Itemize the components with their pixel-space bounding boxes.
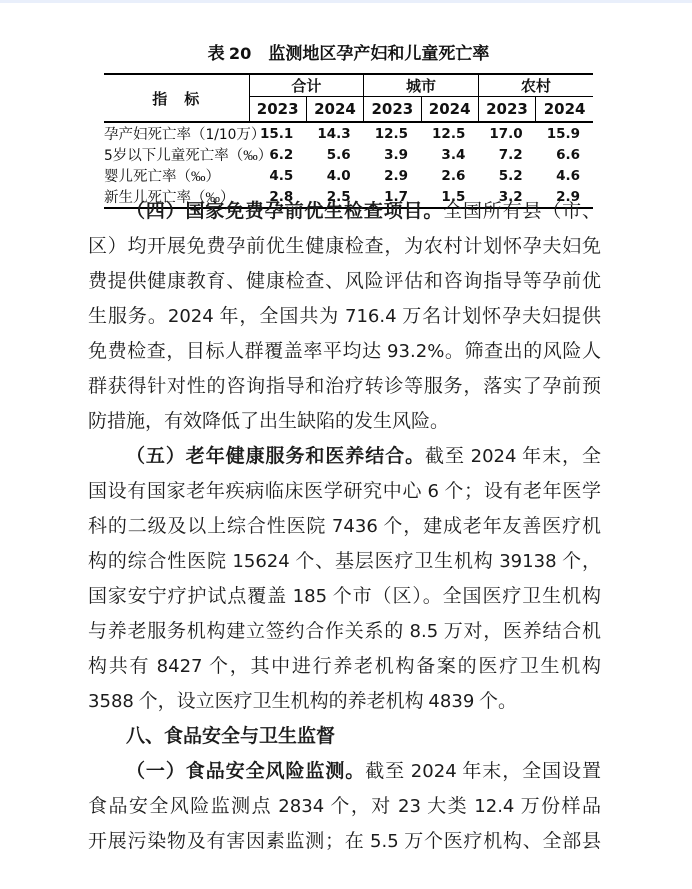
value-cell: 2.6 [441, 167, 466, 184]
year-header: 2024 [536, 97, 593, 123]
group-header-total: 合计 [249, 74, 364, 97]
text-line [88, 194, 601, 229]
text-segment: 全国所有县（市、 [443, 201, 601, 222]
value-cell: 3.9 [384, 146, 408, 163]
body-text [88, 194, 601, 859]
text-line: 国家安宁疗护试点覆盖 185 个市（区）。全国医疗卫生机构 [88, 586, 601, 607]
page-top-edge [0, 0, 692, 3]
value-cell: 12.5 [432, 125, 466, 142]
value-cell: 15.1 [260, 125, 294, 142]
indicator-cell: 孕产妇死亡率（1/10万） [104, 127, 266, 143]
value-cell: 2.9 [556, 188, 581, 205]
table-row [104, 144, 593, 165]
value-cell: 2.9 [384, 167, 408, 184]
value-cell: 7.2 [498, 146, 523, 163]
text-line: 科的二级及以上综合性医院 7436 个，建成老年友善医疗机 [88, 516, 601, 537]
indicator-header-cell: 指 标 [104, 74, 249, 122]
value-cell: 17.0 [489, 125, 523, 142]
paragraph-lead: （一）食品安全风险监测。 [126, 761, 366, 782]
text-line: 生服务。2024 年，全国共为 716.4 万名计划怀孕夫妇提供 [88, 306, 601, 327]
text-line: 3588 个，设立医疗卫生机构的养老机构 4839 个。 [88, 691, 518, 712]
value-cell: 4.0 [326, 167, 351, 184]
text-segment: 截至 2024 年末，全国设置 [365, 761, 601, 782]
year-header: 2024 [306, 97, 363, 123]
value-cell: 1.5 [441, 188, 466, 205]
group-header-rural: 农村 [478, 74, 593, 97]
text-line: 区）均开展免费孕前优生健康检查，为农村计划怀孕夫妇免 [88, 236, 601, 257]
value-cell: 2.8 [269, 188, 294, 205]
table-title: 表 20 监测地区孕产妇和儿童死亡率 [207, 44, 490, 63]
year-header: 2024 [421, 97, 478, 123]
group-header-urban: 城市 [364, 74, 479, 97]
value-cell: 6.2 [269, 146, 294, 163]
text-line [88, 439, 601, 474]
value-cell: 6.6 [556, 146, 581, 163]
year-header: 2023 [364, 97, 421, 123]
value-cell: 12.5 [374, 125, 408, 142]
value-cell: 3.2 [498, 188, 523, 205]
table-block [104, 44, 593, 209]
text-line: 构的综合性医院 15624 个、基层医疗卫生机构 39138 个， [88, 551, 601, 572]
value-cell: 14.3 [317, 125, 351, 142]
indicator-cell: 5岁以下儿童死亡率（‰） [104, 148, 273, 164]
value-cell: 15.9 [546, 125, 581, 142]
value-cell: 2.5 [326, 188, 351, 205]
value-cell: 4.6 [556, 167, 581, 184]
text-line: 构共有 8427 个，其中进行养老机构备案的医疗卫生机构 [88, 656, 601, 677]
text-line: 食品安全风险监测点 2834 个，对 23 大类 12.4 万份样品 [88, 796, 601, 817]
text-line [88, 754, 601, 789]
paragraph-lead: （五）老年健康服务和医养结合。 [126, 446, 426, 467]
value-cell: 4.5 [269, 167, 294, 184]
table-row [104, 122, 593, 144]
text-line: 与养老服务机构建立签约合作关系的 8.5 万对，医养结合机 [88, 621, 601, 642]
mortality-table [104, 73, 593, 209]
text-line: 费提供健康教育、健康检查、风险评估和咨询指导等孕前优 [88, 271, 601, 292]
text-line: 国设有国家老年疾病临床医学研究中心 6 个；设有老年医学 [88, 481, 601, 502]
text-line: 开展污染物及有害因素监测；在 5.5 万个医疗机构、全部县 [88, 831, 601, 852]
value-cell: 5.2 [498, 167, 523, 184]
value-cell: 1.7 [384, 188, 408, 205]
text-line: 防措施，有效降低了出生缺陷的发生风险。 [88, 411, 450, 432]
text-segment: 截至 2024 年末，全 [425, 446, 601, 467]
paragraph-lead: （四）国家免费孕前优生检查项目。 [126, 201, 444, 222]
table-header [104, 74, 593, 122]
indicator-cell: 新生儿死亡率（‰） [104, 190, 235, 206]
year-header: 2023 [249, 97, 306, 123]
value-cell: 3.4 [441, 146, 466, 163]
table-row [104, 165, 593, 186]
section-heading: 八、食品安全与卫生监督 [126, 726, 336, 747]
value-cell: 5.6 [326, 146, 351, 163]
text-line: 免费检查，目标人群覆盖率平均达 93.2%。筛查出的风险人 [88, 341, 601, 362]
indicator-cell: 婴儿死亡率（‰） [104, 169, 220, 185]
text-line: 群获得针对性的咨询指导和治疗转诊等服务，落实了孕前预 [88, 376, 601, 397]
year-header: 2023 [478, 97, 535, 123]
